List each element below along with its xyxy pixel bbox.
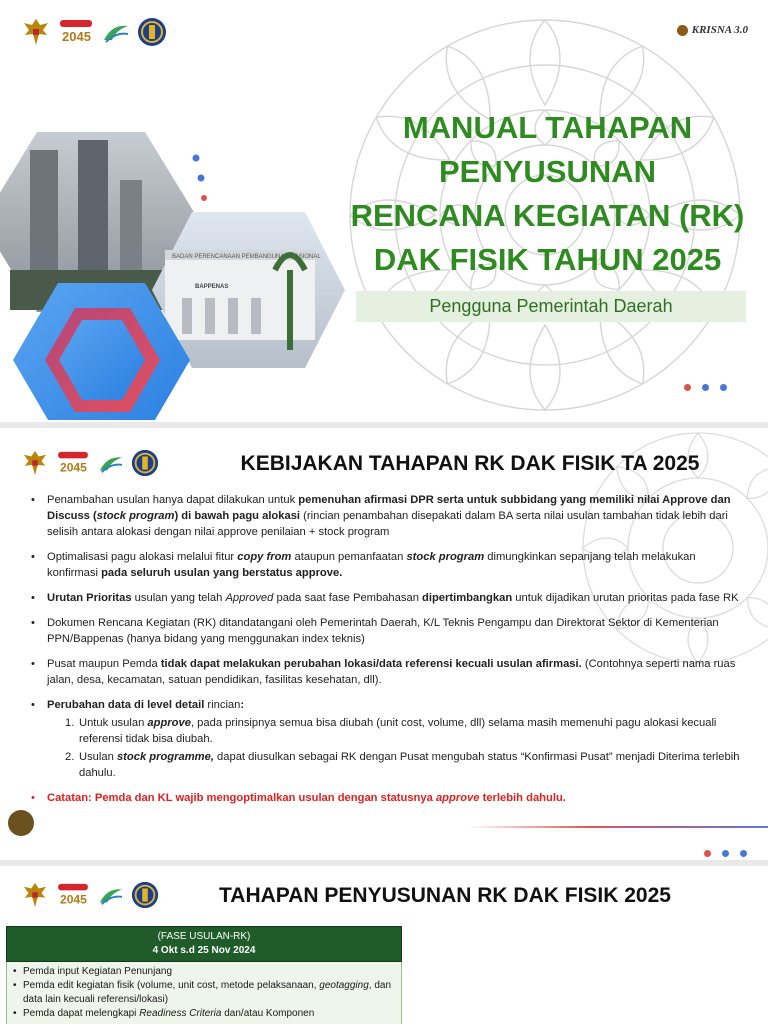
text-run: (rincian penambahan disepakati dalam BA serta nilai usulan tambahan tidak lebih dari selisih antara alokasi dengan nilai approve penilaian + stock program <box>47 510 728 538</box>
logo-row <box>22 448 160 478</box>
decor-dots <box>684 384 727 391</box>
policy-bullet-6 <box>30 697 740 781</box>
text-run: (Contohnya seperti nama ruas jalan, desa, kecamatan, satuan pendidikan, fasilitas kesehatan, dll). <box>47 658 736 686</box>
cover-title-line-1: MANUAL TAHAPAN <box>402 110 693 145</box>
text-run: Pemda edit kegiatan fisik (volume, unit cost, metode pelaksanaan, <box>23 980 320 991</box>
text-run: untuk dijadikan urutan prioritas pada fase RK <box>512 592 739 604</box>
text-run: rincian <box>204 699 241 711</box>
cover-subtitle: Pengguna Pemerintah Daerah <box>429 296 673 316</box>
green-wave-logo-icon <box>102 20 130 44</box>
cover-slide <box>0 0 768 420</box>
policy-bullet-3 <box>30 590 740 606</box>
text-run: approve <box>147 717 191 729</box>
text-run: stock program <box>406 551 485 563</box>
building-sign-2: BAPPENAS <box>195 284 229 290</box>
text-run: usulan yang telah <box>131 592 226 604</box>
decor-dot <box>704 850 711 857</box>
text-run: dipertimbangkan <box>422 592 513 604</box>
kemenkeu-logo-icon <box>130 448 160 478</box>
indonesia-2045-logo-icon <box>56 18 96 46</box>
text-run: Pemda dapat melengkapi <box>23 1008 140 1019</box>
text-run: Readiness Criteria <box>139 1008 222 1019</box>
phase-header <box>6 926 402 962</box>
text-run: , dan data lain kecuali referensi/lokasi) <box>23 980 392 1005</box>
decor-dot <box>684 384 691 391</box>
green-wave-logo-icon <box>98 452 124 474</box>
text-run: Approved <box>225 592 274 604</box>
text-run: Pusat maupun Pemda <box>47 658 161 670</box>
decor-dot <box>702 384 709 391</box>
text-run: Untuk usulan <box>79 717 148 729</box>
text-run: copy from <box>237 551 292 563</box>
text-run: ataupun pemanfaatan <box>291 551 407 563</box>
list-number: 1. <box>65 717 75 729</box>
kemenkeu-logo-icon <box>136 16 168 48</box>
text-run: terlebih dahulu. <box>479 792 566 804</box>
text-run: stock programme, <box>116 751 214 763</box>
text-run: pada saat fase Pembahasan <box>273 592 423 604</box>
cover-title <box>340 106 755 282</box>
cover-title-line-3: RENCANA KEGIATAN (RK) <box>350 198 745 233</box>
building-sign-1: BADAN PERENCANAAN PEMBANGUNAN NASIONAL <box>172 254 321 260</box>
text-run: tidak dapat melakukan perubahan lokasi/data referensi kecuali usulan afirmasi. <box>160 658 582 670</box>
krisna-brand <box>677 24 748 36</box>
svg-text:2045: 2045 <box>62 29 91 44</box>
policy-bullet-4 <box>30 615 740 647</box>
logo-row <box>22 16 168 48</box>
decor-dot <box>740 850 747 857</box>
cover-title-line-2: PENYUSUNAN <box>438 154 657 189</box>
text-run: : <box>240 699 245 711</box>
krisna-logo-icon <box>677 25 688 36</box>
text-run: dapat diusulkan sebagai RK dengan Pusat mengubah status “Konfirmasi Pusat” menjadi Diterima terlebih dahulu. <box>79 751 740 779</box>
policy-title: KEBIJAKAN TAHAPAN RK DAK FISIK TA 2025 <box>240 452 700 475</box>
text-run: geotagging <box>319 980 369 991</box>
accent-line <box>468 826 768 828</box>
garuda-logo-icon <box>22 17 50 47</box>
decor-dots <box>704 850 747 857</box>
text-run: ) di bawah pagu alokasi <box>174 510 301 522</box>
policy-subitem-1 <box>47 715 740 747</box>
list-item <box>13 965 395 979</box>
cover-subtitle-box <box>356 291 746 322</box>
phase-title: (FASE USULAN-RK) <box>157 931 251 942</box>
policy-slide <box>0 428 768 860</box>
text-run: Perubahan data di level detail <box>47 699 205 711</box>
policy-bullet-5 <box>30 656 740 688</box>
text-run: pada seluruh usulan yang berstatus approve. <box>101 567 343 579</box>
indonesia-2045-logo-icon <box>54 882 92 908</box>
text-run: Pemda input Kegiatan Penunjang <box>23 966 173 977</box>
green-wave-logo-icon <box>98 884 124 906</box>
text-run: approve <box>435 792 480 804</box>
text-run: stock program <box>96 510 175 522</box>
krisna-label: KRISNA 3.0 <box>691 24 748 36</box>
svg-text:2045: 2045 <box>60 460 87 475</box>
indonesia-2045-logo-icon <box>54 450 92 476</box>
garuda-logo-icon <box>22 449 48 477</box>
phase-dates: 4 Okt s.d 25 Nov 2024 <box>152 945 256 956</box>
list-item <box>13 979 395 1007</box>
stages-title: TAHAPAN PENYUSUNAN RK DAK FISIK 2025 <box>219 884 671 907</box>
phase-items <box>6 962 402 1024</box>
text-run: Dokumen Rencana Kegiatan (RK) ditandatangani oleh Pemerintah Daerah, K/L Teknis Pengampu dan Direktorat Sektor di Kementerian PPN/Bappenas (hanya bidang yang menggunakan index teknis) <box>47 617 719 645</box>
list-item <box>13 1007 395 1021</box>
krisna-seal-icon <box>8 810 34 836</box>
kemenkeu-logo-icon <box>130 880 160 910</box>
building-photo-collage <box>0 120 345 420</box>
text-run: Optimalisasi pagu alokasi melalui fitur <box>47 551 238 563</box>
text-run: pemenuhan afirmasi DPR serta untuk subbidang yang memiliki nilai Approve dan Discuss ( <box>47 494 731 522</box>
text-run: Urutan Prioritas <box>47 592 132 604</box>
policy-bullet-2 <box>30 549 740 581</box>
policy-content <box>30 492 740 815</box>
text-run: dan/atau Komponen <box>221 1008 315 1019</box>
policy-subitem-2 <box>47 749 740 781</box>
cover-title-line-4: DAK FISIK TAHUN 2025 <box>373 242 722 277</box>
text-run: Catatan: Pemda dan KL wajib mengoptimalkan usulan dengan statusnya <box>47 792 436 804</box>
text-run: Usulan <box>79 751 117 763</box>
decor-dot <box>722 850 729 857</box>
text-run: dimungkinkan sepanjang telah melakukan konfirmasi <box>47 551 696 579</box>
list-number: 2. <box>65 751 75 763</box>
garuda-logo-icon <box>22 881 48 909</box>
text-run: Penambahan usulan hanya dapat dilakukan untuk <box>47 494 299 506</box>
stages-slide <box>0 866 768 1024</box>
policy-bullet-1 <box>30 492 740 540</box>
svg-text:2045: 2045 <box>60 892 87 907</box>
logo-row <box>22 880 160 910</box>
policy-note <box>30 790 740 806</box>
text-run: , pada prinsipnya semua bisa diubah (unit cost, volume, dll) selama masih memenuhi pagu alokasi kecuali referensi tidak bisa diubah. <box>79 717 717 745</box>
decor-dot <box>720 384 727 391</box>
